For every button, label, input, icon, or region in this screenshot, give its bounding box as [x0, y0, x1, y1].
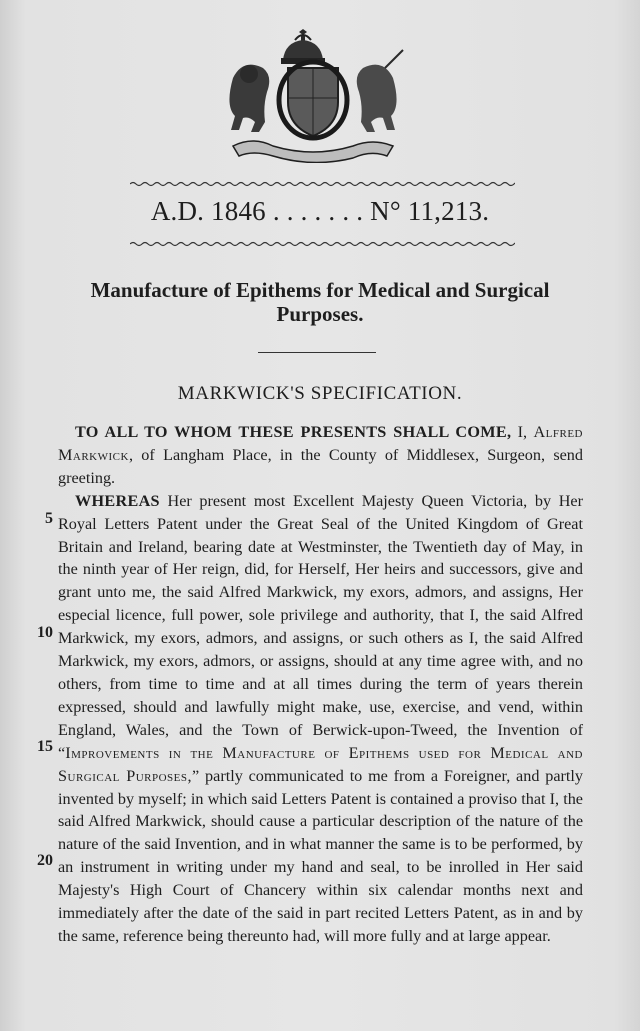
patent-date: A.D. 1846: [150, 196, 266, 226]
specification-heading: MARKWICK'S SPECIFICATION.: [177, 383, 463, 404]
specification-body: [58, 421, 583, 948]
whereas-word: WHEREAS: [75, 491, 160, 510]
leader-dots: . . . . . . .: [272, 196, 364, 226]
line-number: 15: [37, 738, 53, 755]
text-run: I,: [511, 423, 534, 441]
line-number: 5: [45, 510, 53, 527]
title-divider: [258, 352, 376, 353]
text-run: ” partly communicated to me from a Foreigner, and partly invented by myself; in which said Letters Patent is contained a proviso that I, the said Alfred Markwick, should cause a particular description of the nature of the nature of the said Invention, and in what manner the same is to be performed, by an instrument in writing under my hand and seal, to be inrolled in Her said Majesty's High Court of Chancery within six calendar months next and immediately after the date of the said in part recited Letters Patent, as in and by the same, reference being thereunto had, will more fully and at large appear.: [58, 766, 583, 945]
royal-coat-of-arms: [213, 28, 413, 163]
patent-number: N° 11,213.: [370, 196, 490, 226]
decorative-wavy-rule-bottom: [130, 240, 515, 248]
patent-number-line: [0, 196, 640, 227]
patentee-name: Alfred Markwick: [58, 423, 583, 464]
paragraph-whereas: [58, 490, 583, 948]
line-number: 10: [37, 624, 53, 641]
text-run: , of Langham Place, in the County of Middlesex, Surgeon, send greeting.: [58, 445, 583, 487]
text-run: Her present most Excellent Majesty Queen Victoria, by Her Royal Letters Patent under the Great Seal of the United Kingdom of Great Britain and Ireland, bearing date at Westminster, the Twentieth day of May, in the ninth year of Her reign, did, for Herself, Her heirs and successors, give and grant unto me, the said Alfred Markwick, my exors, admors, and assigns, Her especial licence, full power, sole privilege and authority, that I, the said Alfred Markwick, my exors, admors, and assigns, or such others as I, the said Alfred Markwick, my exors, admors, or assigns, should at any time agree with, and no others, from time to time and at all times during the term of years therein expressed, should and lawfully might make, use, exercise, and vend, within England, Wales, and the Town of Berwick-upon-Tweed, the Invention of “: [58, 491, 583, 762]
opening-words: TO ALL TO WHOM THESE PRESENTS SHALL COME,: [75, 423, 512, 441]
decorative-wavy-rule-top: [130, 180, 515, 188]
document-title: Manufacture of Epithems for Medical and Surgical Purposes.: [90, 278, 550, 326]
paragraph-greeting: [58, 421, 583, 490]
invention-title: Improvements in the Manufacture of Epithems used for Medical and Surgical Purposes,: [58, 743, 583, 785]
line-number: 20: [37, 852, 53, 869]
